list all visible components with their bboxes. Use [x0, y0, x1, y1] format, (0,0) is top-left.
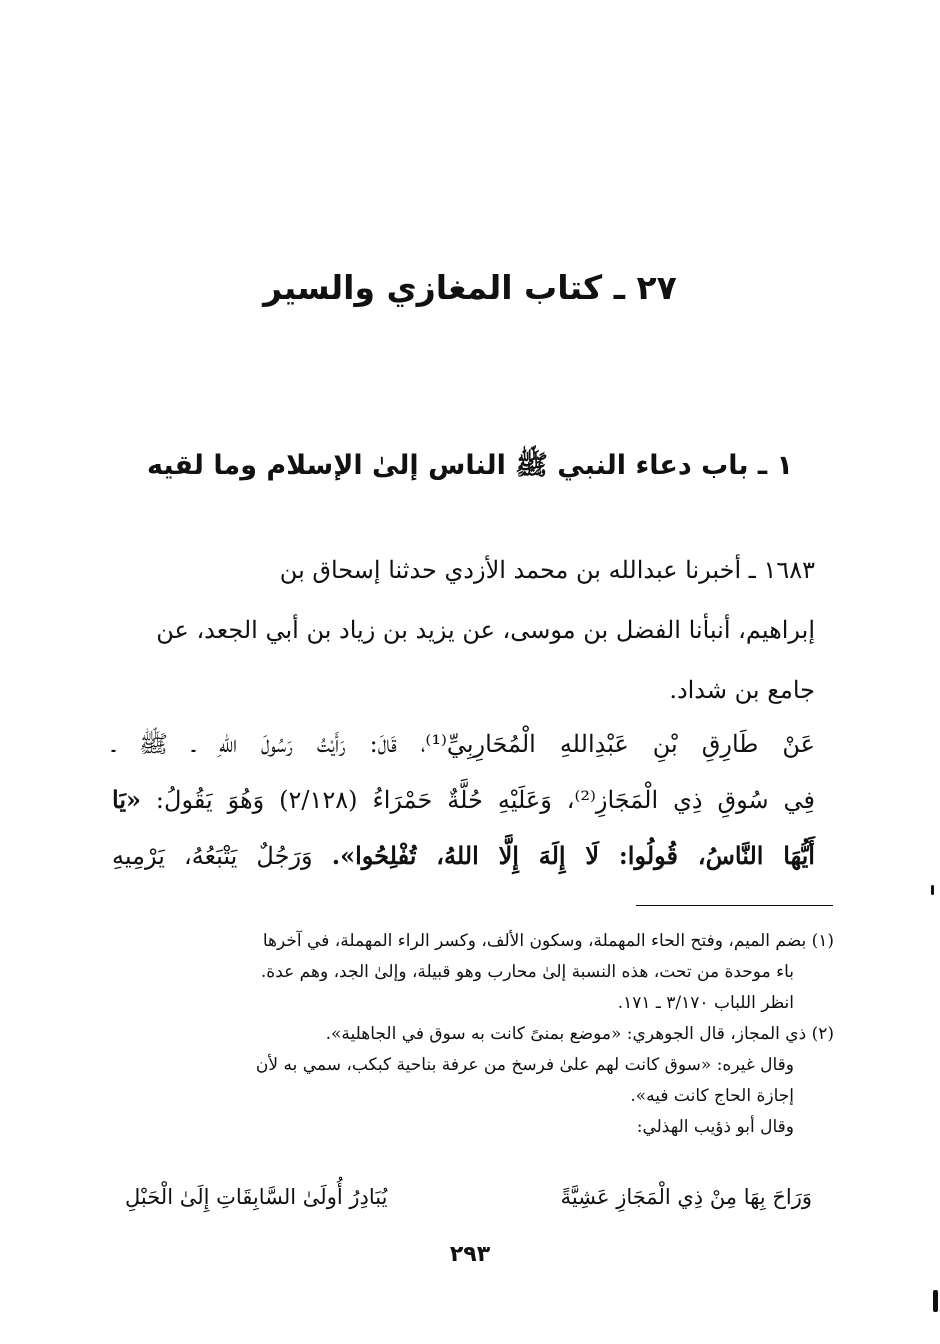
scan-speck [933, 1290, 938, 1312]
poem-verse [125, 1180, 812, 1214]
footnote-1-line: باء موحدة من تحت، هذه النسبة إلىٰ محارب وهو قبيلة، وإلىٰ الجد، وهم عدة. [260, 962, 794, 982]
matn-line: عَنْ طَارِقِ بْنِ عَبْدِاللهِ الْمُحَارِبِيِّ⁽¹⁾، قَالَ: رَأَيْتُ رَسُولَ اللهِ ـ ﷺ ـ [112, 730, 815, 758]
footnote-2-line: إجازة الحاج كانت فيه». [630, 1086, 794, 1106]
page-number: ٢٩٣ [449, 1242, 491, 1267]
poem-hemistich-right: وَرَاحَ بِهَا مِنْ ذِي الْمَجَازِ عَشِيَّةً [560, 1185, 812, 1209]
footnote-separator [636, 905, 833, 906]
matn-text: فِي سُوقِ ذِي الْمَجَازِ⁽²⁾، وَعَلَيْهِ حُلَّةٌ حَمْرَاءُ (٢/١٢٨) وَهُوَ يَقُولُ: [155, 786, 815, 814]
isnad-line: جامع بن شداد. [669, 676, 815, 704]
matn-line [112, 828, 815, 884]
poem-hemistich-left: يُبَادِرُ أُولَىٰ السَّابِقَاتِ إِلَىٰ الْحَبْلِ [125, 1185, 388, 1209]
scan-speck [931, 885, 934, 895]
chapter-title: ١ ـ باب دعاء النبي ﷺ الناس إلىٰ الإسلام وما لقيه [146, 450, 794, 481]
footnote-1-line: (١) بضم الميم، وفتح الحاء المهملة، وسكون الألف، وكسر الراء المهملة، في آخرها [262, 931, 834, 951]
matn-line [112, 772, 815, 828]
book-title: ٢٧ ـ كتاب المغازي والسير [263, 268, 677, 307]
footnote-2-line: وقال أبو ذؤيب الهذلي: [636, 1117, 794, 1137]
isnad-line: إبراهيم، أنبأنا الفضل بن موسى، عن يزيد بن زياد بن أبي الجعد، عن [156, 616, 815, 644]
footnote-1-line: انظر اللباب ٣/١٧٠ ـ ١٧١. [617, 993, 794, 1013]
hadith-matn [112, 716, 815, 884]
footnotes [118, 926, 834, 1143]
isnad-line: ١٦٨٣ ـ أخبرنا عبدالله بن محمد الأزدي حدثنا إسحاق بن [279, 556, 815, 584]
footnote-2-line: وقال غيره: «سوق كانت لهم علىٰ فرسخ من عرفة بناحية كبكب، سمي به لأن [255, 1055, 794, 1075]
matn-text: وَرَجُلٌ يَتْبَعُهُ، يَرْمِيهِ [112, 842, 313, 870]
footnote-2-line: (٢) ذي المجاز، قال الجوهري: «موضع بمنىً كانت به سوق في الجاهلية». [325, 1024, 834, 1044]
matn-quote: أَيُّهَا النَّاسُ، قُولُوا: لَا إِلَهَ إِلَّا اللهُ، تُفْلِحُوا». [331, 841, 815, 870]
matn-quote-start: «يَا [112, 785, 141, 814]
hadith-isnad [118, 540, 815, 720]
